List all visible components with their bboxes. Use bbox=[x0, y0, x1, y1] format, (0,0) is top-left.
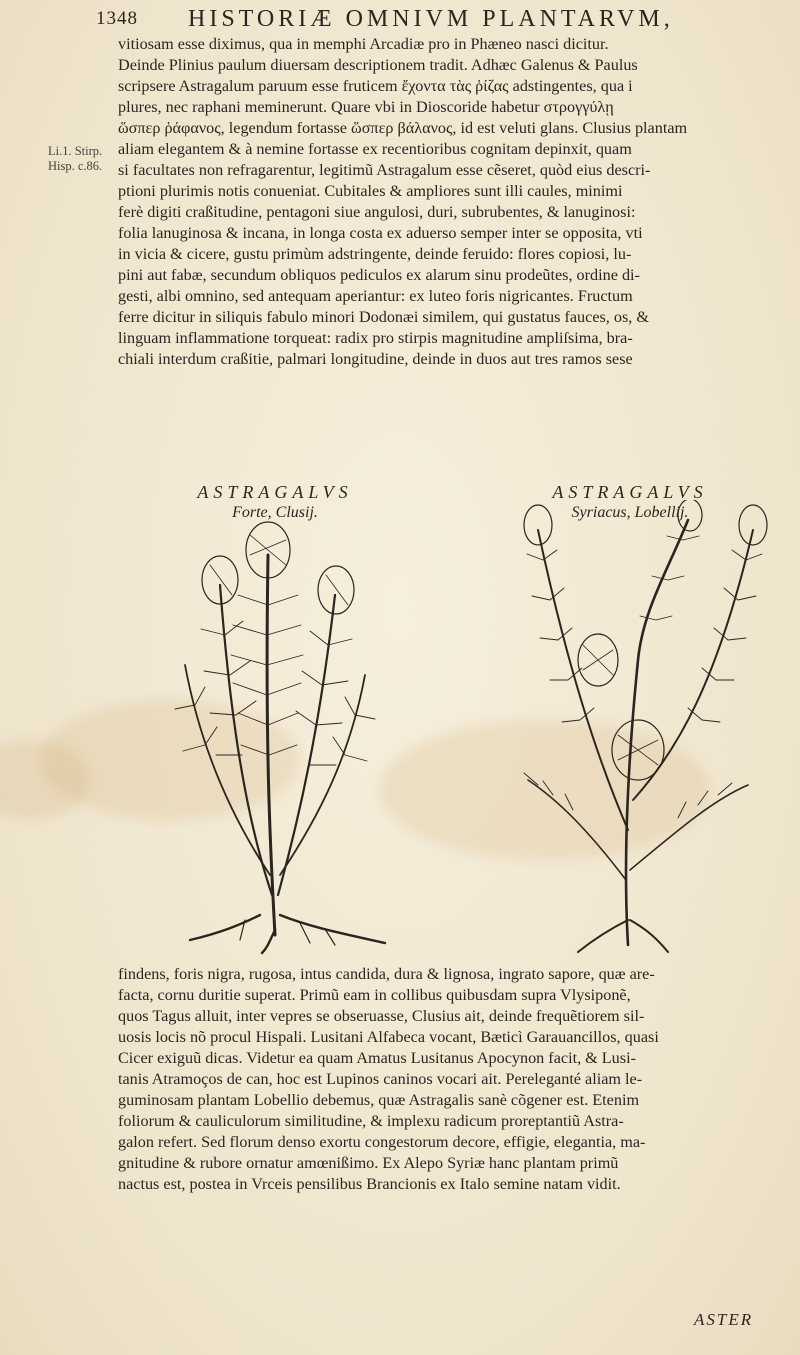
text-line: quos Tagus alluit, inter vepres se obseruasse, Clusius ait, deinde frequẽtiorem sil- bbox=[118, 1007, 645, 1025]
text-line: folia lanuginosa & incana, in longa costa ex aduerso semper inter se opposita, vti bbox=[118, 224, 643, 242]
figure-title: ASTRAGALVS bbox=[197, 482, 353, 502]
text-line: tanis Atramoços de can, hoc est Lupinos caninos vocari ait. Pereleganté aliam le- bbox=[118, 1070, 643, 1088]
figure-title: ASTRAGALVS bbox=[552, 482, 708, 502]
catchword: ASTER bbox=[694, 1310, 754, 1329]
text-line: plures, nec raphani meminerunt. Quare vbi in Dioscoride habetur στρογγύλῃ bbox=[118, 98, 614, 116]
text-line: foliorum & cauliculorum similitudine, & implexu radicum proreptantiũ Astra- bbox=[118, 1112, 624, 1130]
text-line: linguam inflammatione torqueat: radix pro stirpis magnitudine ampliſsima, bra- bbox=[118, 329, 633, 347]
text-line: ptioni plurimis notis conueniat. Cubitales & ampliores sunt illi caules, minimi bbox=[118, 182, 623, 200]
marginal-note-line: Hisp. c.86. bbox=[48, 159, 103, 173]
body-text-bottom bbox=[118, 964, 770, 1195]
page-number: 1348 bbox=[96, 8, 138, 29]
text-line: findens, foris nigra, rugosa, intus candida, dura & lignosa, ingrato sapore, quæ are- bbox=[118, 965, 655, 983]
text-line: guminosam plantam Lobellio debemus, quæ Astragalis sanè cõgener est. Etenim bbox=[118, 1091, 640, 1109]
woodcut-illustration-left bbox=[150, 515, 400, 955]
marginal-note-line: Li.1. Stirp. bbox=[48, 144, 103, 158]
text-line: in vicia & cicere, gustu primùm adstringente, deinde feruido: flores copiosi, lu- bbox=[118, 245, 632, 263]
text-line: ferè digiti craßitudine, pentagoni siue angulosi, duri, subrubentes, & lanuginosi: bbox=[118, 203, 636, 221]
figure-subtitle: Forte, Clusij. bbox=[232, 504, 318, 521]
text-line: Deinde Plinius paulum diuersam descriptionem tradit. Adhæc Galenus & Paulus bbox=[118, 56, 638, 74]
text-line: Cicer exiguũ dicas. Videtur ea quam Amatus Lusitanus Apocynon facit, & Lusi- bbox=[118, 1049, 636, 1067]
running-title: HISTORIÆ OMNIVM PLANTARVM, bbox=[188, 6, 674, 32]
text-line: chiali interdum craßitie, palmari longitudine, deinde in duos aut tres ramos sese bbox=[118, 350, 633, 368]
woodcut-illustration-right bbox=[478, 500, 778, 955]
text-line: facta, cornu duritie superat. Primũ eam in collibus quibusdam supra Vlysiponẽ, bbox=[118, 986, 631, 1004]
text-line: galon refert. Sed florum denso exortu congestorum decore, effigie, elegantia, ma- bbox=[118, 1133, 646, 1151]
page-header bbox=[96, 6, 756, 36]
text-line: vitiosam esse diximus, qua in memphi Arcadiæ pro in Phæneo nasci dicitur. bbox=[118, 35, 609, 53]
text-line: pini aut fabæ, secundum obliquos pediculos ex alarum sinu prodeũtes, ordine di- bbox=[118, 266, 640, 284]
text-line: nactus est, postea in Vrceis pensilibus Brancionis ex Italo semine natam vidit. bbox=[118, 1175, 621, 1193]
text-line: gnitudine & rubore ornatur amœnißimo. Ex Alepo Syriæ hanc plantam primũ bbox=[118, 1154, 619, 1172]
text-line: si facultates non refragarentur, legitimũ Astragalum esse cẽseret, quòd eius descri- bbox=[118, 161, 651, 179]
text-line: ὥσπερ ῥάφανος, legendum fortasse ὥσπερ βάλανος, id est veluti glans. Clusius plantam bbox=[118, 119, 688, 137]
text-line: gesti, albi omnino, sed antequam aperiantur: ex luteo foris nigricantes. Fructum bbox=[118, 287, 633, 305]
text-line: aliam elegantem & à nemine fortasse ex recentioribus cognitam depinxit, quam bbox=[118, 140, 632, 158]
body-text-top bbox=[118, 34, 770, 370]
text-line: scripsere Astragalum paruum esse fruticem ἔχοντα τὰς ῥίζας adstingentes, qua i bbox=[118, 77, 633, 95]
text-line: uosis locis nõ procul Hispali. Lusitani Alfabeca vocant, Bæticì Garauancillos, quasi bbox=[118, 1028, 659, 1046]
text-line: ferre dicitur in siliquis fabulo minori Dodonæi similem, qui gustatus fauces, os, & bbox=[118, 308, 649, 326]
figure-subtitle: Syriacus, Lobellij. bbox=[571, 504, 689, 521]
marginal-note bbox=[48, 144, 102, 174]
